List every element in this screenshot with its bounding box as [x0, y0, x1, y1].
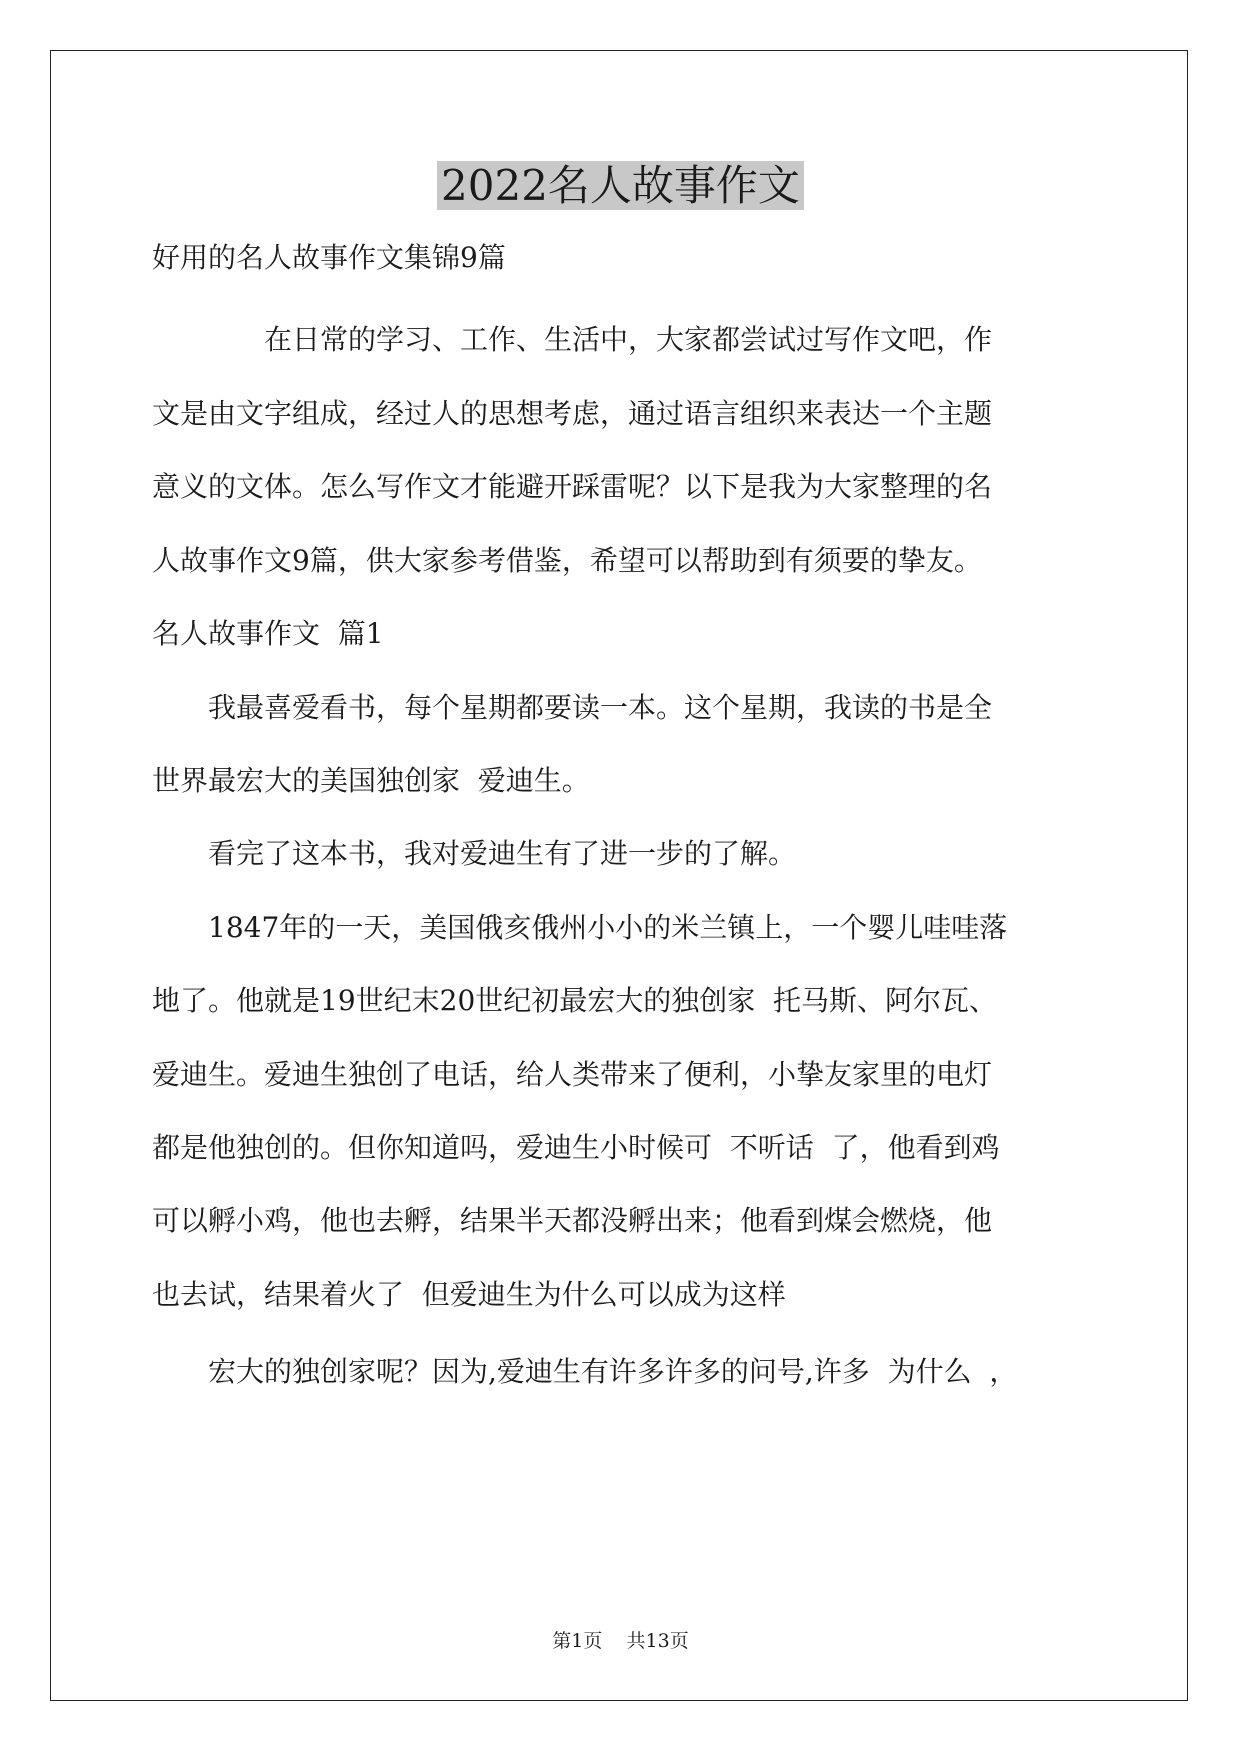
body-line: 人故事作文9篇，供大家参考借鉴，希望可以帮助到有须要的挚友。: [152, 544, 982, 577]
document-title: 2022名人故事作文: [0, 158, 1241, 214]
body-line: 世界最宏大的美国独创家 爱迪生。: [152, 764, 590, 797]
page-number: 第1页 共13页: [552, 1630, 689, 1652]
body-line: 宏大的独创家呢？因为,爱迪生有许多许多的问号,许多 为什么 ，: [152, 1355, 1018, 1388]
body-line: 可以孵小鸡，他也去孵，结果半天都没孵出来；他看到煤会燃烧，他: [152, 1204, 993, 1237]
body-line: 意义的文体。怎么写作文才能避开踩雷呢？以下是我为大家整理的名: [152, 470, 993, 503]
body-line: 爱迪生。爱迪生独创了电话，给人类带来了便利，小挚友家里的电灯: [152, 1058, 993, 1091]
body-line: 都是他独创的。但你知道吗，爱迪生小时候可 不听话 了，他看到鸡: [152, 1131, 1000, 1164]
body-line: 文是由文字组成，经过人的思想考虑，通过语言组织来表达一个主题: [152, 397, 993, 430]
page-border: [50, 50, 1188, 1701]
body-line: 看完了这本书，我对爱迪生有了进一步的了解。: [152, 837, 797, 870]
body-line: 在日常的学习、工作、生活中，大家都尝试过写作文吧，作: [152, 323, 993, 356]
section-heading: 名人故事作文 篇1: [152, 617, 384, 650]
body-line: 1847年的一天，美国俄亥俄州小小的米兰镇上，一个婴儿哇哇落: [152, 911, 1008, 944]
body-line: 地了。他就是19世纪末20世纪初最宏大的独创家 托马斯、阿尔瓦、: [152, 984, 998, 1017]
body-line: 我最喜爱看书，每个星期都要读一本。这个星期，我读的书是全: [152, 691, 993, 724]
body-line: 也去试，结果着火了 但爱迪生为什么可以成为这样: [152, 1278, 786, 1311]
subtitle-line: 好用的名人故事作文集锦9篇: [152, 241, 506, 274]
